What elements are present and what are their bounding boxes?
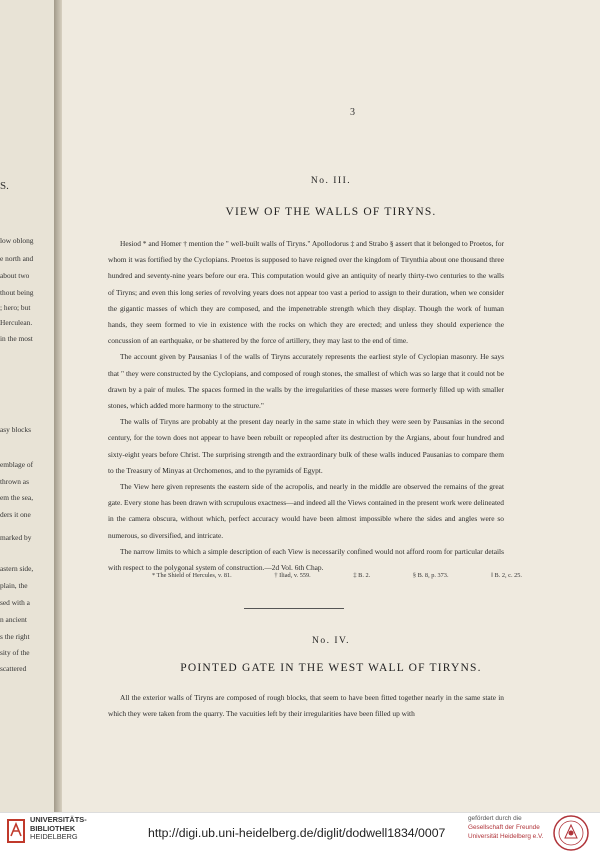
left-page-edge (0, 0, 55, 812)
left-page-fragment: sity of the (0, 648, 30, 657)
left-page-fragment: scattered (0, 664, 27, 673)
left-page-fragment: ; hero; but (0, 303, 31, 312)
left-page-fragment: in the most (0, 334, 33, 343)
university-name-line: BIBLIOTHEK (30, 823, 76, 833)
footnotes (152, 572, 522, 579)
footnote: † Iliad, v. 559. (274, 572, 311, 579)
sponsor-credit[interactable] (468, 814, 543, 842)
section-body (108, 690, 504, 722)
left-page-fragment: low oblong (0, 236, 34, 245)
left-page-fragment: plain, the (0, 581, 28, 590)
sponsor-seal-icon (552, 814, 590, 852)
sponsor-name-line: Gesellschaft der Freunde (468, 824, 540, 832)
sponsor-name-line: Universität Heidelberg e.V. (468, 833, 544, 841)
left-page-fragment: sed with a (0, 598, 30, 607)
footnote: § B. 8, p. 373. (412, 572, 449, 579)
university-library-logo-icon (6, 816, 26, 846)
document-url-link[interactable]: http://digi.ub.uni-heidelberg.de/diglit/dodwell1834/0007 (148, 826, 446, 840)
left-page-fragment: thrown as (0, 477, 29, 486)
right-page (62, 0, 600, 812)
left-page-fragment: em the sea, (0, 493, 34, 502)
footnote: ‖ B. 2, c. 25. (491, 572, 522, 579)
page-number: 3 (350, 107, 355, 118)
section-title: POINTED GATE IN THE WEST WALL OF TIRYNS. (180, 662, 482, 674)
university-name-line: HEIDELBERG (30, 832, 78, 842)
university-name-line: UNIVERSITÄTS- (30, 815, 87, 824)
section-number: No. III. (310, 176, 352, 186)
left-page-fragment: emblage of (0, 460, 34, 469)
paragraph: All the exterior walls of Tiryns are composed of rough blocks, that seem to have been fitted together nearly in the same state in which they were taken from the quarry. The vacuities left by their irregularities have been filled up with (108, 693, 504, 719)
section-divider (244, 608, 344, 609)
left-page-fragment: marked by (0, 533, 32, 542)
university-library-name[interactable] (30, 816, 87, 842)
paragraph: The walls of Tiryns are probably at the present day nearly in the same state in which they were seen by Pausanias in the second century, for the town does not appear to have been rebuilt or repeopled after its destruction by the Argians, about four hundred and sixty-eight years before Christ. The surprising strength and the extraordinary bulk of these walls induced Pausanias to compare them to the Treasury of Minyas at Orchomenos, and to the pyramids of Egypt. (108, 417, 504, 475)
section-number: No. IV. (311, 636, 351, 646)
left-page-fragment: ders it one (0, 510, 31, 519)
left-page-fragment: Herculean. (0, 318, 33, 327)
left-page-fragment: S. (0, 180, 9, 192)
left-page-fragment: thout being (0, 288, 34, 297)
footnote: * The Shield of Hercules, v. 81. (152, 572, 232, 579)
book-gutter (54, 0, 62, 812)
paragraph: Hesiod * and Homer † mention the " well-built walls of Tiryns." Apollodorus ‡ and Strabo § assert that it belonged to Proetos, for whom it was fortified by the Cyclopians. Proetos is supposed to have reigned over the kingdom of Tirynthia about one thousand three hundred and seventy-nine years before our era. This computation would give an antiquity of nearly thirty-two centuries to the walls of Tiryns; and even this long series of revolving years does not appear too vast a period to assign to their duration, when we consider the gigantic masses of which they are composed, and the impenetrable strength which they display. Though the work of human hands, they seem formed to vie in existence with the rocks on which they are erected; and unless they should experience the concussion of an earthquake, or be shattered by the force of artillery, they may last to the end of time. (108, 239, 504, 346)
footnote: ‡ B. 2. (353, 572, 371, 579)
left-page-fragment: n ancient (0, 615, 27, 624)
section-title: VIEW OF THE WALLS OF TIRYNS. (225, 206, 437, 218)
paragraph: The account given by Pausanias ‖ of the walls of Tiryns accurately represents the earliest style of Cyclopian masonry. He says that " they were constructed by the Cyclopians, and composed of rough stones, the smallest of which was so large that it could not be drawn by a pair of mules. The spaces formed in the walls by the irregularities of these masses were formerly filled up with smaller stones, which added more harmony to the structure." (108, 352, 504, 411)
section-body (108, 236, 504, 576)
paragraph: The View here given represents the eastern side of the acropolis, and nearly in the middle are observed the remains of the great gate. Every stone has been drawn with scrupulous exactness—and indeed all the Views contained in the present work were delineated in the camera obscura, without which, perfect accuracy would have been almost impossible where the sides and angles were so numerous, so diversified, and intricate. (108, 482, 504, 540)
left-page-fragment: e north and (0, 254, 34, 263)
paragraph: The narrow limits to which a simple description of each View is necessarily confined would not afford room for particular details with respect to the polygonal system of construction.—2d Vol. 6th Chap. (108, 546, 504, 573)
sponsor-intro: gefördert durch die (468, 815, 522, 822)
left-page-fragment: astern side, (0, 564, 34, 573)
left-page-fragment: asy blocks (0, 425, 31, 434)
left-page-fragment: about two (0, 271, 30, 280)
left-page-fragment: s the right (0, 632, 30, 641)
